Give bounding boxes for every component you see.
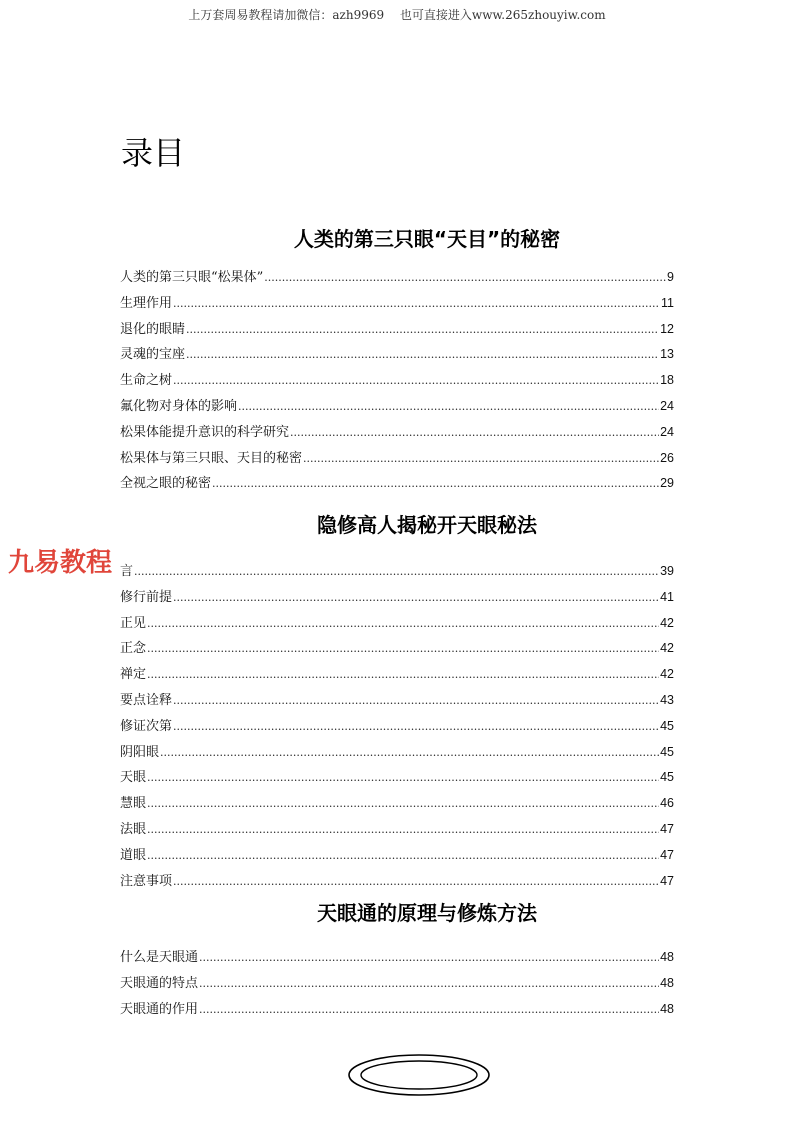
toc-entry[interactable] xyxy=(120,291,674,317)
toc-entry-label: 正见 xyxy=(120,615,147,631)
dot-leader xyxy=(173,714,659,740)
dot-leader xyxy=(186,342,659,368)
toc-entry-label: 修证次第 xyxy=(120,718,173,734)
toc-entry-page: 29 xyxy=(660,476,674,491)
toc-entry-label: 松果体能提升意识的科学研究 xyxy=(120,424,290,440)
toc-entry[interactable] xyxy=(120,265,674,291)
dot-leader xyxy=(199,971,659,997)
toc-entry[interactable] xyxy=(120,394,674,420)
toc-entry[interactable] xyxy=(120,317,674,343)
toc-entry[interactable] xyxy=(120,662,674,688)
toc-entry[interactable] xyxy=(120,740,674,766)
dot-leader xyxy=(147,662,659,688)
toc-entry-label: 天眼通的作用 xyxy=(120,1001,199,1017)
toc-entry-label: 慧眼 xyxy=(120,796,147,812)
toc-entry[interactable] xyxy=(120,843,674,869)
dot-leader xyxy=(212,471,659,497)
dot-leader xyxy=(303,446,659,472)
toc-entry-label: 禅定 xyxy=(120,667,147,683)
dot-leader xyxy=(147,636,659,662)
toc-entry[interactable] xyxy=(120,342,674,368)
toc-entry-label: 松果体与第三只眼、天目的秘密 xyxy=(120,450,303,466)
dot-leader xyxy=(290,420,659,446)
toc-entry-label: 氟化物对身体的影响 xyxy=(120,398,238,414)
dot-leader xyxy=(186,317,659,343)
toc-entry[interactable] xyxy=(120,611,674,637)
toc-entry-page: 47 xyxy=(660,847,674,862)
toc-entry-page: 13 xyxy=(660,347,674,362)
toc-entry-label: 什么是天眼通 xyxy=(120,950,199,965)
toc-entry-label: 正念 xyxy=(120,641,147,657)
dot-leader xyxy=(173,368,659,394)
toc-entry-page: 42 xyxy=(660,641,674,656)
toc-entry-page: 48 xyxy=(660,975,674,990)
dot-leader xyxy=(173,291,660,317)
toc-entry-label: 天眼通的特点 xyxy=(120,975,199,991)
toc-entry-page: 26 xyxy=(660,450,674,465)
watermark-logo: 九易教程 xyxy=(6,543,116,583)
toc-entry[interactable] xyxy=(120,636,674,662)
toc-entry-label: 天眼 xyxy=(120,770,147,786)
toc-entry-label: 修行前提 xyxy=(120,589,173,605)
toc-entry-label: 要点诠释 xyxy=(120,692,173,708)
toc-entry-page: 45 xyxy=(660,770,674,785)
toc-list xyxy=(120,559,674,894)
footer-ornament-icon xyxy=(347,1053,491,1097)
toc-entry-page: 47 xyxy=(660,873,674,888)
toc-list xyxy=(120,945,674,1022)
toc-entry-label: 灵魂的宝座 xyxy=(120,347,186,363)
dot-leader xyxy=(147,791,659,817)
toc-entry-page: 42 xyxy=(660,667,674,682)
toc-entry-label: 生命之树 xyxy=(120,373,173,389)
toc-entry[interactable] xyxy=(120,559,674,585)
toc-entry-page: 47 xyxy=(660,821,674,836)
toc-entry-page: 9 xyxy=(667,270,674,284)
toc-entry-page: 24 xyxy=(660,424,674,439)
dot-leader xyxy=(134,559,659,585)
toc-entry-page: 24 xyxy=(660,398,674,413)
toc-entry-page: 18 xyxy=(660,373,674,388)
section-heading: 天眼通的原理与修炼方法 xyxy=(317,901,537,925)
toc-entry[interactable] xyxy=(120,945,674,971)
toc-entry-page: 48 xyxy=(660,1001,674,1016)
dot-leader xyxy=(147,611,659,637)
toc-entry-page: 43 xyxy=(660,692,674,707)
toc-entry[interactable] xyxy=(120,446,674,472)
toc-entry-page: 41 xyxy=(660,589,674,604)
toc-entry[interactable] xyxy=(120,420,674,446)
section-heading: 隐修高人揭秘开天眼秘法 xyxy=(317,513,537,537)
toc-entry-page: 12 xyxy=(660,321,674,336)
dot-leader xyxy=(173,688,659,714)
dot-leader xyxy=(238,394,659,420)
toc-section-hermit-secrets xyxy=(120,510,674,894)
toc-entry[interactable] xyxy=(120,869,674,895)
toc-section-heavenly-eye xyxy=(120,898,674,1022)
dot-leader xyxy=(199,945,659,971)
toc-entry-label: 人类的第三只眼“松果体” xyxy=(120,270,264,285)
toc-entry-label: 全视之眼的秘密 xyxy=(120,476,212,492)
toc-entry[interactable] xyxy=(120,368,674,394)
section-heading: 人类的第三只眼“天目”的秘密 xyxy=(293,227,561,251)
page-title: 录目 xyxy=(121,134,186,172)
toc-entry[interactable] xyxy=(120,765,674,791)
toc-entry-page: 42 xyxy=(660,615,674,630)
dot-leader xyxy=(147,817,659,843)
toc-entry[interactable] xyxy=(120,971,674,997)
toc-section-third-eye xyxy=(120,224,674,497)
toc-list xyxy=(120,265,674,497)
toc-entry-label: 阴阳眼 xyxy=(120,744,160,760)
dot-leader xyxy=(147,843,659,869)
dot-leader xyxy=(147,765,659,791)
toc-entry-label: 注意事项 xyxy=(120,873,173,889)
toc-entry-label: 道眼 xyxy=(120,847,147,863)
toc-entry-page: 39 xyxy=(660,564,674,578)
toc-entry[interactable] xyxy=(120,471,674,497)
toc-entry-page: 48 xyxy=(660,950,674,964)
toc-entry[interactable] xyxy=(120,791,674,817)
toc-entry[interactable] xyxy=(120,997,674,1023)
toc-entry-label: 退化的眼睛 xyxy=(120,321,186,337)
dot-leader xyxy=(264,265,666,291)
toc-entry[interactable] xyxy=(120,714,674,740)
header-note: 上万套周易教程请加微信：azh9969 也可直接进入www.265zhouyiw.com xyxy=(188,8,606,22)
dot-leader xyxy=(199,997,659,1023)
toc-entry[interactable] xyxy=(120,688,674,714)
dot-leader xyxy=(173,869,659,895)
dot-leader xyxy=(173,585,659,611)
toc-entry-page: 45 xyxy=(660,718,674,733)
toc-entry-page: 46 xyxy=(660,796,674,811)
toc-entry-label: 言 xyxy=(120,564,134,579)
toc-entry-label: 法眼 xyxy=(120,821,147,837)
toc-entry[interactable] xyxy=(120,585,674,611)
toc-entry[interactable] xyxy=(120,817,674,843)
dot-leader xyxy=(160,740,659,766)
toc-entry-page: 11 xyxy=(661,295,674,310)
toc-entry-label: 生理作用 xyxy=(120,295,173,311)
toc-entry-page: 45 xyxy=(660,744,674,759)
